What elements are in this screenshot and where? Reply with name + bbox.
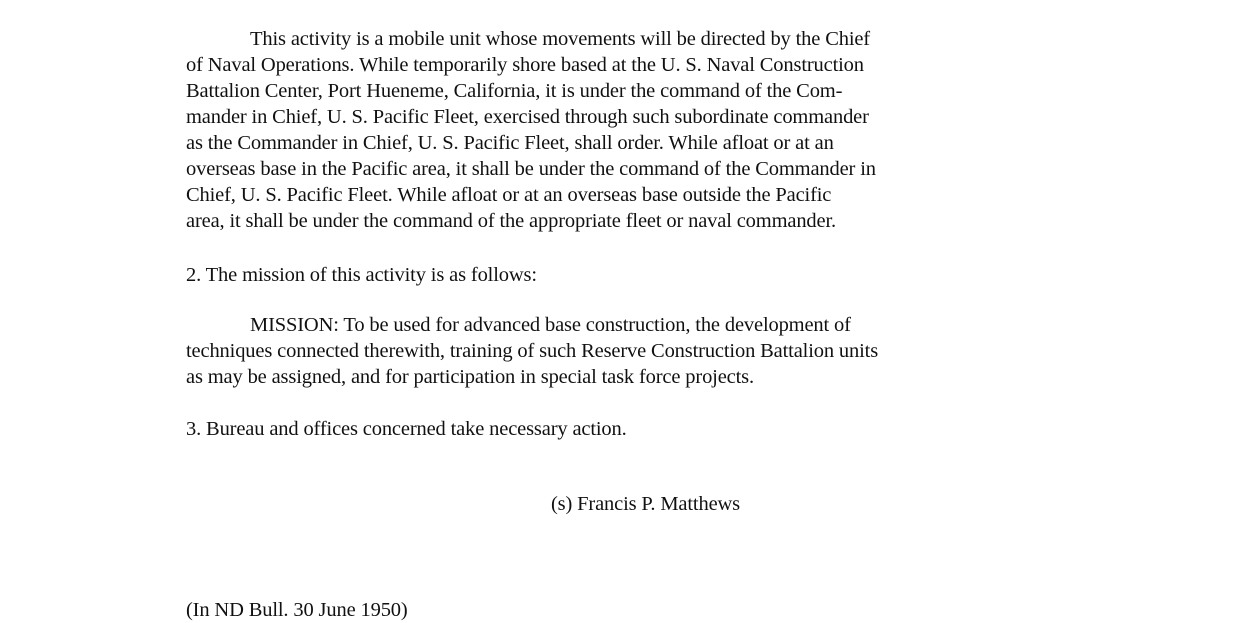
mission-line-2: techniques connected therewith, training of such Reserve Construction Battalion units <box>186 340 879 362</box>
item-2-text: 2. The mission of this activity is as follows: <box>186 264 537 286</box>
paragraph-1-line-2: of Naval Operations. While temporarily shore based at the U. S. Naval Construction <box>186 54 864 76</box>
paragraph-1-line-5: as the Commander in Chief, U. S. Pacific Fleet, shall order. While afloat or at an <box>186 132 834 154</box>
paragraph-1-line-7: Chief, U. S. Pacific Fleet. While afloat or at an overseas base outside the Pacific <box>186 184 832 206</box>
paragraph-1-line-6: overseas base in the Pacific area, it shall be under the command of the Commander in <box>186 158 876 180</box>
signature: (s) Francis P. Matthews <box>551 493 741 515</box>
paragraph-1-line-3: Battalion Center, Port Hueneme, California, it is under the command of the Com- <box>186 80 843 102</box>
mission-line-1: MISSION: To be used for advanced base construction, the development of <box>250 314 851 336</box>
paragraph-1-line-8: area, it shall be under the command of the appropriate fleet or naval commander. <box>186 210 836 232</box>
citation: (In ND Bull. 30 June 1950) <box>186 599 408 621</box>
item-3-text: 3. Bureau and offices concerned take necessary action. <box>186 418 627 440</box>
paragraph-1-line-4: mander in Chief, U. S. Pacific Fleet, exercised through such subordinate commander <box>186 106 869 128</box>
mission-line-3: as may be assigned, and for participation in special task force projects. <box>186 366 754 388</box>
paragraph-1-line-1: This activity is a mobile unit whose movements will be directed by the Chief <box>250 28 870 50</box>
